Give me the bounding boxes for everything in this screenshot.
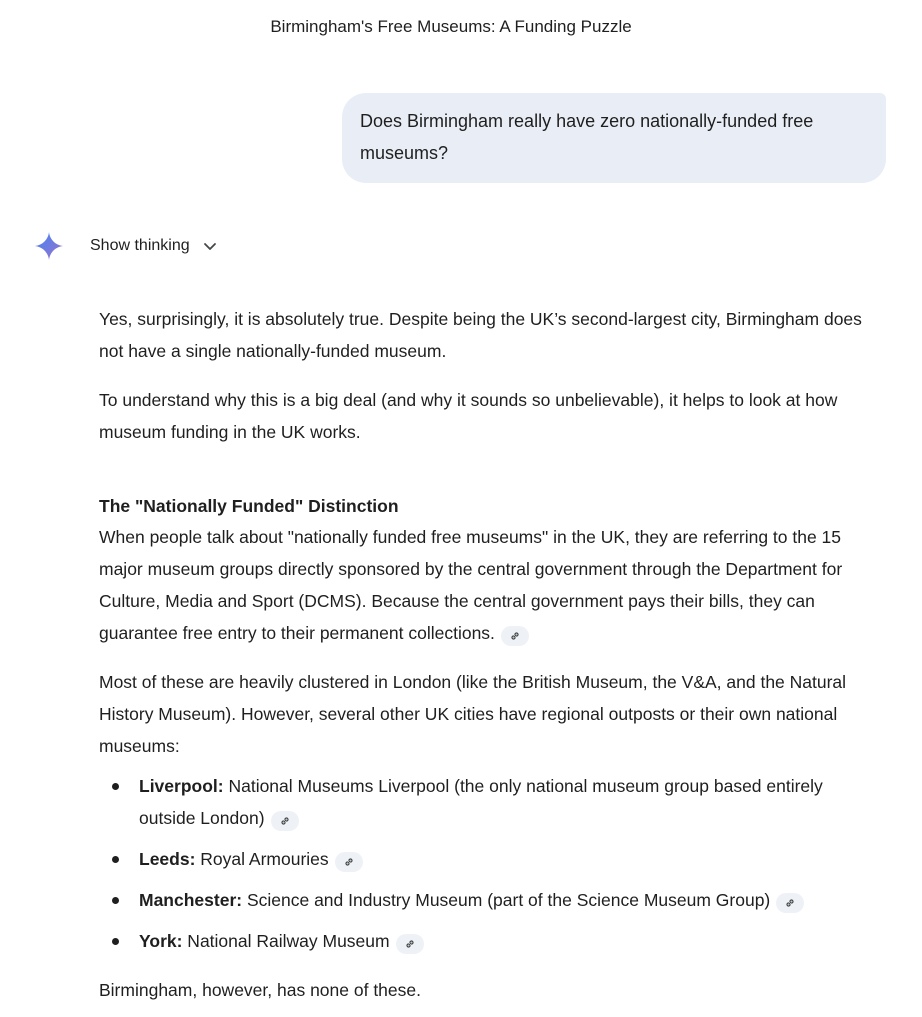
list-item-text: National Museums Liverpool (the only national museum group based entirely outside London) xyxy=(139,776,823,828)
section-heading: The "Nationally Funded" Distinction xyxy=(99,496,399,516)
list-item-text: Science and Industry Museum (part of the Science Museum Group) xyxy=(242,890,771,910)
list-item-text: Royal Armouries xyxy=(195,849,329,869)
response-paragraph: To understand why this is a big deal (and why it sounds so unbelievable), it helps to look at how museum funding in the UK works. xyxy=(99,390,838,442)
citation-chip[interactable] xyxy=(335,852,363,872)
citation-chip[interactable] xyxy=(396,934,424,954)
show-thinking-toggle[interactable] xyxy=(90,237,218,255)
citation-chip[interactable] xyxy=(271,811,299,831)
list-item xyxy=(139,770,884,834)
response-paragraph: Birmingham, however, has none of these. xyxy=(99,980,421,1000)
conversation-title: Birmingham's Free Museums: A Funding Puzzle xyxy=(270,17,632,36)
list-item-city: York: xyxy=(139,931,183,951)
response-paragraph xyxy=(99,521,884,649)
user-message-bubble xyxy=(342,93,886,183)
list-item-city: Leeds: xyxy=(139,849,196,869)
link-icon xyxy=(279,815,291,827)
link-icon xyxy=(784,897,796,909)
link-icon xyxy=(343,856,355,868)
citation-chip[interactable] xyxy=(776,893,804,913)
model-header xyxy=(34,229,218,263)
list-item xyxy=(139,884,884,916)
link-icon xyxy=(404,938,416,950)
response-paragraph: Yes, surprisingly, it is absolutely true. Despite being the UK’s second-largest city, Birmingham does not have a single nationally-funded museum. xyxy=(99,309,862,361)
paragraph-text: When people talk about "nationally funded free museums" in the UK, they are referring to the 15 major museum groups directly sponsored by the central government through the Department for Culture, Media and Sport (DCMS). Because the central government pays their bills, they can guarantee free entry to their permanent collections. xyxy=(99,527,843,643)
show-thinking-label: Show thinking xyxy=(90,237,190,254)
museum-list xyxy=(99,770,884,957)
link-icon xyxy=(509,630,521,642)
model-response xyxy=(99,303,884,1006)
list-item-city: Liverpool: xyxy=(139,776,224,796)
chevron-down-icon xyxy=(202,238,218,254)
list-item-text: National Railway Museum xyxy=(182,931,390,951)
list-item xyxy=(139,843,884,875)
gemini-spark-icon xyxy=(34,231,64,261)
user-message-text: Does Birmingham really have zero nationally-funded free museums? xyxy=(360,111,814,163)
list-item xyxy=(139,925,884,957)
response-paragraph: Most of these are heavily clustered in London (like the British Museum, the V&A, and the Natural History Museum). However, several other UK cities have regional outposts or their own national museums: xyxy=(99,672,847,756)
list-item-city: Manchester: xyxy=(139,890,243,910)
citation-chip[interactable] xyxy=(501,626,529,646)
